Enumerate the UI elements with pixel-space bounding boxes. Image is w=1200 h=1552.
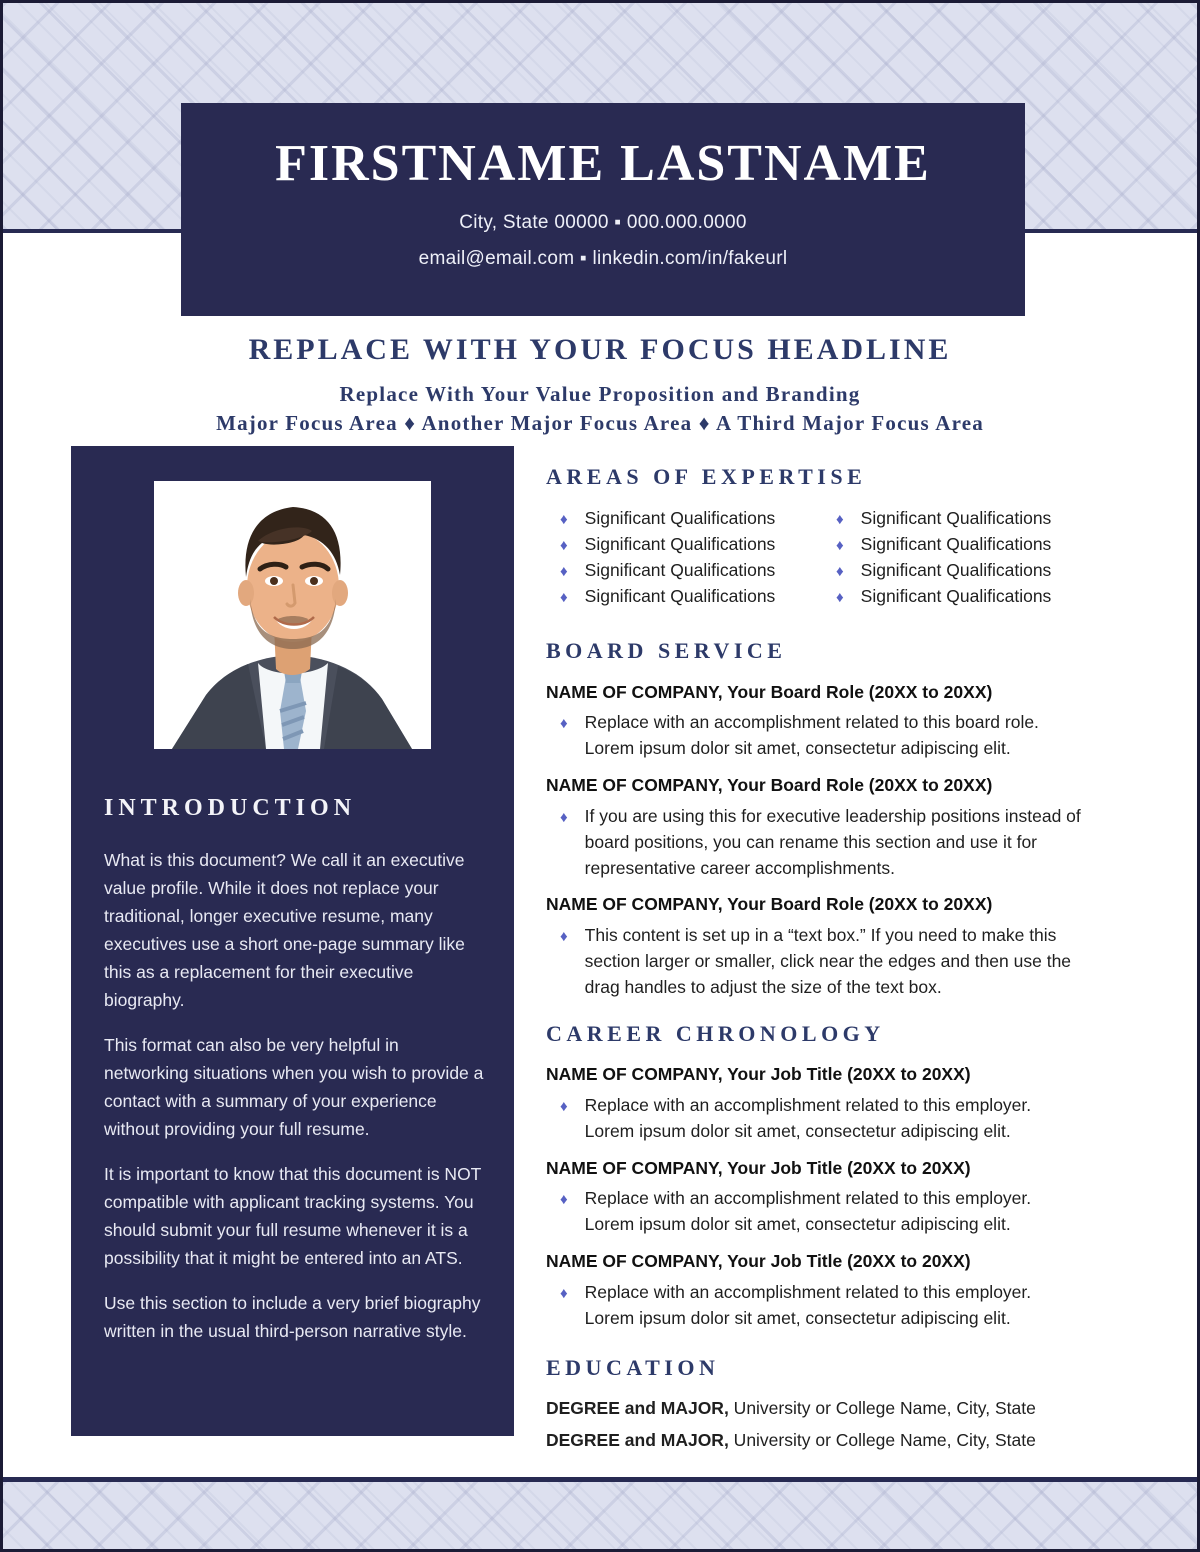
career-entry-title: NAME OF COMPANY, Your Job Title (20XX to 20XX) <box>546 1064 971 1085</box>
board-entry-title: NAME OF COMPANY, Your Board Role (20XX to 20XX) <box>546 894 993 915</box>
degree-major-label: DEGREE and MAJOR, <box>546 1429 729 1450</box>
diamond-bullet-icon: ♦ <box>560 1191 568 1209</box>
diamond-bullet-icon: ♦ <box>560 537 568 555</box>
diamond-bullet-icon: ♦ <box>560 563 568 581</box>
intro-paragraph: It is important to know that this document is NOT compatible with applicant tracking systems. You should submit your full resume whenever it is a possibility that it might be entered into an ATS. <box>104 1164 482 1268</box>
expertise-item <box>822 508 1098 534</box>
expertise-label: Significant Qualifications <box>584 586 776 607</box>
degree-school-label: University or College Name, City, State <box>728 1397 1036 1418</box>
diamond-bullet-icon: ♦ <box>836 589 844 607</box>
board-entry-bullet <box>546 710 1098 762</box>
career-entry-title: NAME OF COMPANY, Your Job Title (20XX to 20XX) <box>546 1250 971 1271</box>
diamond-bullet-icon: ♦ <box>560 589 568 607</box>
career-entry-bullet <box>546 1280 1098 1332</box>
contact-line-email-linkedin: email@email.com ▪ linkedin.com/in/fakeurl <box>418 247 788 269</box>
board-entry <box>546 774 1098 881</box>
diamond-bullet-icon: ♦ <box>836 563 844 581</box>
board-entry-bullet <box>546 804 1098 882</box>
board-entry-bullet <box>546 923 1098 1001</box>
section-title-career-chronology: CAREER CHRONOLOGY <box>546 1020 885 1046</box>
headline-block <box>3 333 1197 435</box>
expertise-item <box>822 586 1098 612</box>
section-title-education: EDUCATION <box>546 1355 720 1381</box>
diamond-bullet-icon: ♦ <box>836 511 844 529</box>
expertise-list <box>546 508 1098 612</box>
expertise-label: Significant Qualifications <box>584 508 776 529</box>
career-entry-bullet <box>546 1093 1098 1145</box>
career-entry <box>546 1063 1098 1144</box>
diamond-bullet-icon: ♦ <box>836 537 844 555</box>
career-bullet-text: Replace with an accomplishment related to this employer. Lorem ipsum dolor sit amet, consectetur adipiscing elit. <box>584 1094 1032 1141</box>
degree-line <box>546 1398 1098 1419</box>
degree-school-label: University or College Name, City, State <box>728 1429 1036 1450</box>
intro-paragraph: Use this section to include a very brief biography written in the usual third-person narrative style. <box>104 1293 481 1341</box>
intro-paragraph: What is this document? We call it an executive value profile. While it does not replace your traditional, longer executive resume, many executives use a short one-page summary like this as a replacement for their executive biography. <box>104 850 465 1010</box>
bottom-pattern-band <box>3 1477 1197 1552</box>
board-bullet-text: If you are using this for executive leadership positions instead of board positions, you can rename this section and use it for representative career accomplishments. <box>584 805 1081 878</box>
degree-line <box>546 1430 1098 1451</box>
board-entry-title: NAME OF COMPANY, Your Board Role (20XX to 20XX) <box>546 775 993 796</box>
expertise-label: Significant Qualifications <box>860 586 1052 607</box>
career-entry-title: NAME OF COMPANY, Your Job Title (20XX to 20XX) <box>546 1157 971 1178</box>
main-column <box>546 458 1098 1451</box>
focus-areas-line: Major Focus Area ♦ Another Major Focus Area ♦ A Third Major Focus Area <box>216 411 984 436</box>
expertise-label: Significant Qualifications <box>860 560 1052 581</box>
expertise-label: Significant Qualifications <box>584 560 776 581</box>
expertise-item <box>546 560 822 586</box>
board-bullet-text: Replace with an accomplishment related to this board role. Lorem ipsum dolor sit amet, consectetur adipiscing elit. <box>584 712 1039 759</box>
header-name-box <box>181 103 1025 316</box>
value-proposition-line: Replace With Your Value Proposition and Branding <box>339 382 861 406</box>
diamond-bullet-icon: ♦ <box>560 928 568 946</box>
board-bullet-text: This content is set up in a “text box.” If you need to make this section larger or smaller, click near the edges and then use the drag handles to adjust the size of the text box. <box>584 925 1072 997</box>
sidebar-panel <box>71 446 514 1436</box>
diamond-bullet-icon: ♦ <box>560 715 568 733</box>
career-entry <box>546 1157 1098 1238</box>
expertise-item <box>822 534 1098 560</box>
career-entry-bullet <box>546 1186 1098 1238</box>
portrait-photo <box>154 481 431 749</box>
expertise-item <box>822 560 1098 586</box>
board-entry-title: NAME OF COMPANY, Your Board Role (20XX to 20XX) <box>546 681 993 702</box>
diamond-bullet-icon: ♦ <box>560 511 568 529</box>
introduction-text <box>104 846 484 1345</box>
expertise-item <box>546 508 822 534</box>
career-bullet-text: Replace with an accomplishment related to this employer. Lorem ipsum dolor sit amet, consectetur adipiscing elit. <box>584 1188 1032 1235</box>
expertise-label: Significant Qualifications <box>584 534 776 555</box>
expertise-item <box>546 586 822 612</box>
expertise-label: Significant Qualifications <box>860 534 1052 555</box>
degree-major-label: DEGREE and MAJOR, <box>546 1397 729 1418</box>
board-entry <box>546 893 1098 1000</box>
person-name: FIRSTNAME LASTNAME <box>275 135 931 192</box>
expertise-item <box>546 534 822 560</box>
introduction-title: INTRODUCTION <box>104 795 357 821</box>
board-entry <box>546 681 1098 762</box>
career-bullet-text: Replace with an accomplishment related to this employer. Lorem ipsum dolor sit amet, consectetur adipiscing elit. <box>584 1281 1032 1328</box>
section-title-areas-of-expertise: AREAS OF EXPERTISE <box>546 464 867 489</box>
section-title-board-service: BOARD SERVICE <box>546 638 787 664</box>
focus-headline: REPLACE WITH YOUR FOCUS HEADLINE <box>248 333 952 366</box>
contact-line-location-phone: City, State 00000 ▪ 000.000.0000 <box>459 211 747 233</box>
diamond-bullet-icon: ♦ <box>560 1284 568 1302</box>
career-entry <box>546 1250 1098 1331</box>
diamond-bullet-icon: ♦ <box>560 808 568 826</box>
intro-paragraph: This format can also be very helpful in networking situations when you wish to provide a contact with a summary of your experience without providing your full resume. <box>104 1035 484 1139</box>
expertise-label: Significant Qualifications <box>860 508 1052 529</box>
diamond-bullet-icon: ♦ <box>560 1097 568 1115</box>
